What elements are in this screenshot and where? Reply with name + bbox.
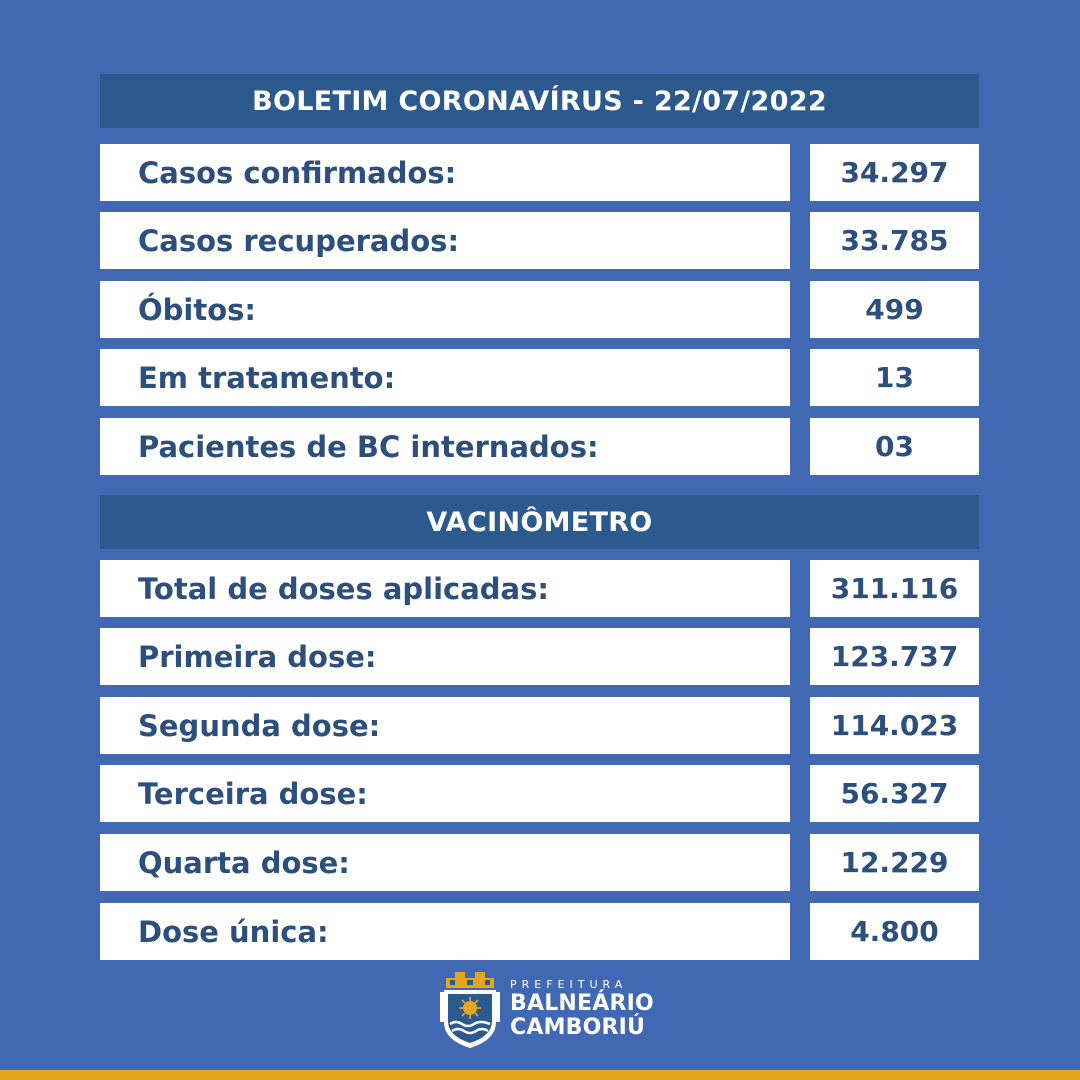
row-value: 311.116 — [810, 560, 979, 617]
table-row — [100, 212, 979, 269]
table-row — [100, 418, 979, 475]
table-row — [100, 144, 979, 201]
logo-text — [510, 978, 660, 1040]
row-label: Terceira dose: — [100, 765, 790, 822]
table-row — [100, 560, 979, 617]
row-value: 499 — [810, 281, 979, 338]
row-value: 03 — [810, 418, 979, 475]
table-row — [100, 697, 979, 754]
row-value: 33.785 — [810, 212, 979, 269]
city-crest-icon — [440, 970, 500, 1052]
row-label: Dose única: — [100, 903, 790, 960]
table-row — [100, 903, 979, 960]
row-label: Pacientes de BC internados: — [100, 418, 790, 475]
row-value: 56.327 — [810, 765, 979, 822]
boletim-header — [100, 74, 979, 128]
logo-line-prefeitura: PREFEITURA — [510, 978, 628, 991]
table-row — [100, 281, 979, 338]
prefeitura-logo — [440, 970, 660, 1052]
table-row — [100, 765, 979, 822]
row-label: Primeira dose: — [100, 628, 790, 685]
row-label: Casos recuperados: — [100, 212, 790, 269]
bottom-accent-stripe — [0, 1070, 1080, 1080]
row-value: 4.800 — [810, 903, 979, 960]
table-row — [100, 628, 979, 685]
row-value: 13 — [810, 349, 979, 406]
row-value: 12.229 — [810, 834, 979, 891]
logo-line-camboriu: CAMBORIÚ — [510, 1015, 646, 1040]
row-value: 114.023 — [810, 697, 979, 754]
row-label: Total de doses aplicadas: — [100, 560, 790, 617]
row-label: Segunda dose: — [100, 697, 790, 754]
row-label: Em tratamento: — [100, 349, 790, 406]
row-value: 123.737 — [810, 628, 979, 685]
logo-line-balneario: BALNEÁRIO — [510, 991, 654, 1016]
vacinometro-title: VACINÔMETRO — [426, 506, 653, 538]
boletim-title: BOLETIM CORONAVÍRUS - 22/07/2022 — [252, 85, 827, 117]
row-value: 34.297 — [810, 144, 979, 201]
table-row — [100, 349, 979, 406]
vacinometro-header — [100, 495, 979, 549]
row-label: Quarta dose: — [100, 834, 790, 891]
row-label: Óbitos: — [100, 281, 790, 338]
table-row — [100, 834, 979, 891]
row-label: Casos confirmados: — [100, 144, 790, 201]
